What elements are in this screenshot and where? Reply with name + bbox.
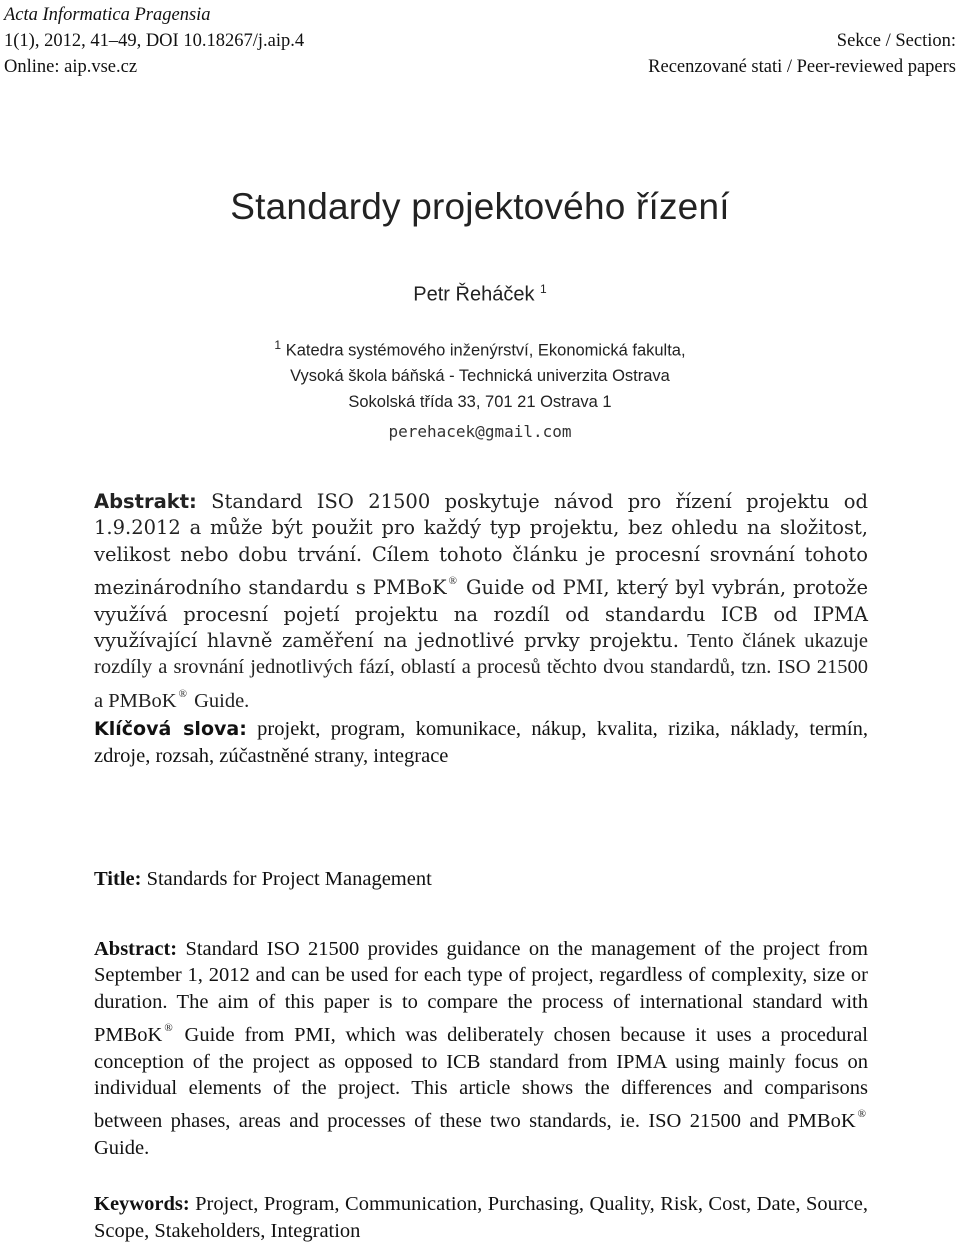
- abstract-en-label: Abstract:: [94, 938, 178, 960]
- abstract-en-text-2: Guide from PMI, which was deliberately chosen because it uses a procedural conception of the project as opposed to ICB standard from IPMA using mainly focus on individual elements of the project. This article shows the differences and comparisons between phases, areas and processes of these two standards, ie. ISO 21500 and PMBoK: [94, 1024, 868, 1133]
- abstract-en-text-3: Guide.: [94, 1136, 150, 1159]
- registered-mark: ®: [448, 575, 457, 588]
- registered-mark: ®: [178, 687, 187, 700]
- author-name: Petr Řeháček: [413, 283, 535, 306]
- abstract-en-text-1: Standard ISO 21500 provides guidance on the management of the project from September 1, 2012 and can be used for each type of project, regardless of complexity, size or duration. The aim of this paper is to compare the process of international standard with PMBoK: [94, 938, 868, 1047]
- journal-name: Acta Informatica Pragensia: [4, 5, 211, 25]
- registered-mark: ®: [164, 1022, 173, 1035]
- section-name: Recenzované stati / Peer-reviewed papers: [648, 57, 956, 77]
- english-title: [94, 868, 868, 891]
- keywords-en-label: Keywords:: [94, 1193, 190, 1215]
- journal-citation: 1(1), 2012, 41–49, DOI 10.18267/j.aip.4: [4, 31, 305, 51]
- keywords-en: [94, 1191, 868, 1245]
- affiliation-line-3: Sokolská třída 33, 701 21 Ostrava 1: [348, 392, 612, 411]
- affiliation: [0, 333, 960, 415]
- online-link[interactable]: Online: aip.vse.cz: [4, 57, 138, 77]
- keywords-cz: [94, 716, 868, 770]
- english-title-label: Title:: [94, 868, 142, 890]
- abstract-cz-text-2: Guide od PMI, který byl vybrán, protože využívá procesní pojetí projektu na rozdíl od standardu ICB od IPMA využívající hlavně zaměření na jednotlivé prvky projektu.: [94, 576, 868, 653]
- keywords-cz-label: Klíčová slova:: [94, 718, 247, 740]
- paper-title: Standardy projektového řízení: [230, 186, 730, 227]
- abstract-cz-text-3: Tento článek ukazuje rozdíly a srovnání jednotlivých fází, oblastí a procesů těchto dvou standardů, tzn. ISO 21500 a PMBoK: [94, 630, 868, 712]
- author-affiliation-mark: 1: [540, 282, 547, 296]
- affiliation-line-1: [0, 333, 960, 364]
- journal-info: [4, 2, 304, 80]
- abstract-en: [94, 936, 868, 1161]
- section-info: [648, 28, 956, 80]
- keywords-en-text: Project, Program, Communication, Purchasing, Quality, Risk, Cost, Date, Source, Scope, Stakeholders, Integration: [94, 1193, 868, 1242]
- section-label: Sekce / Section:: [836, 31, 956, 51]
- affiliation-line-2: Vysoká škola báňská - Technická univerzita Ostrava: [290, 367, 670, 385]
- author-email[interactable]: perehacek@gmail.com: [388, 422, 572, 441]
- english-title-text: Standards for Project Management: [141, 868, 432, 890]
- abstract-cz: [94, 489, 868, 714]
- author-line: [0, 282, 960, 307]
- affiliation-mark: 1: [274, 338, 282, 352]
- affiliation-department: Katedra systémového inženýrství, Ekonomická fakulta,: [285, 341, 686, 360]
- keywords-cz-text: projekt, program, komunikace, nákup, kvalita, rizika, náklady, termín, zdroje, rozsah, zúčastněné strany, integrace: [94, 718, 868, 767]
- abstract-cz-text-4: Guide.: [188, 689, 250, 712]
- abstract-cz-text-1: Standard ISO 21500 poskytuje návod pro řízení projektu od 1.9.2012 a může být použit pro každý typ projektu, bez ohledu na složitost, velikost nebo dobu trvání. Cílem tohoto článku je procesní srovnání tohoto mezinárodního standardu s PMBoK: [94, 490, 868, 600]
- registered-mark: ®: [857, 1108, 866, 1121]
- abstract-cz-label: Abstrakt:: [94, 490, 197, 513]
